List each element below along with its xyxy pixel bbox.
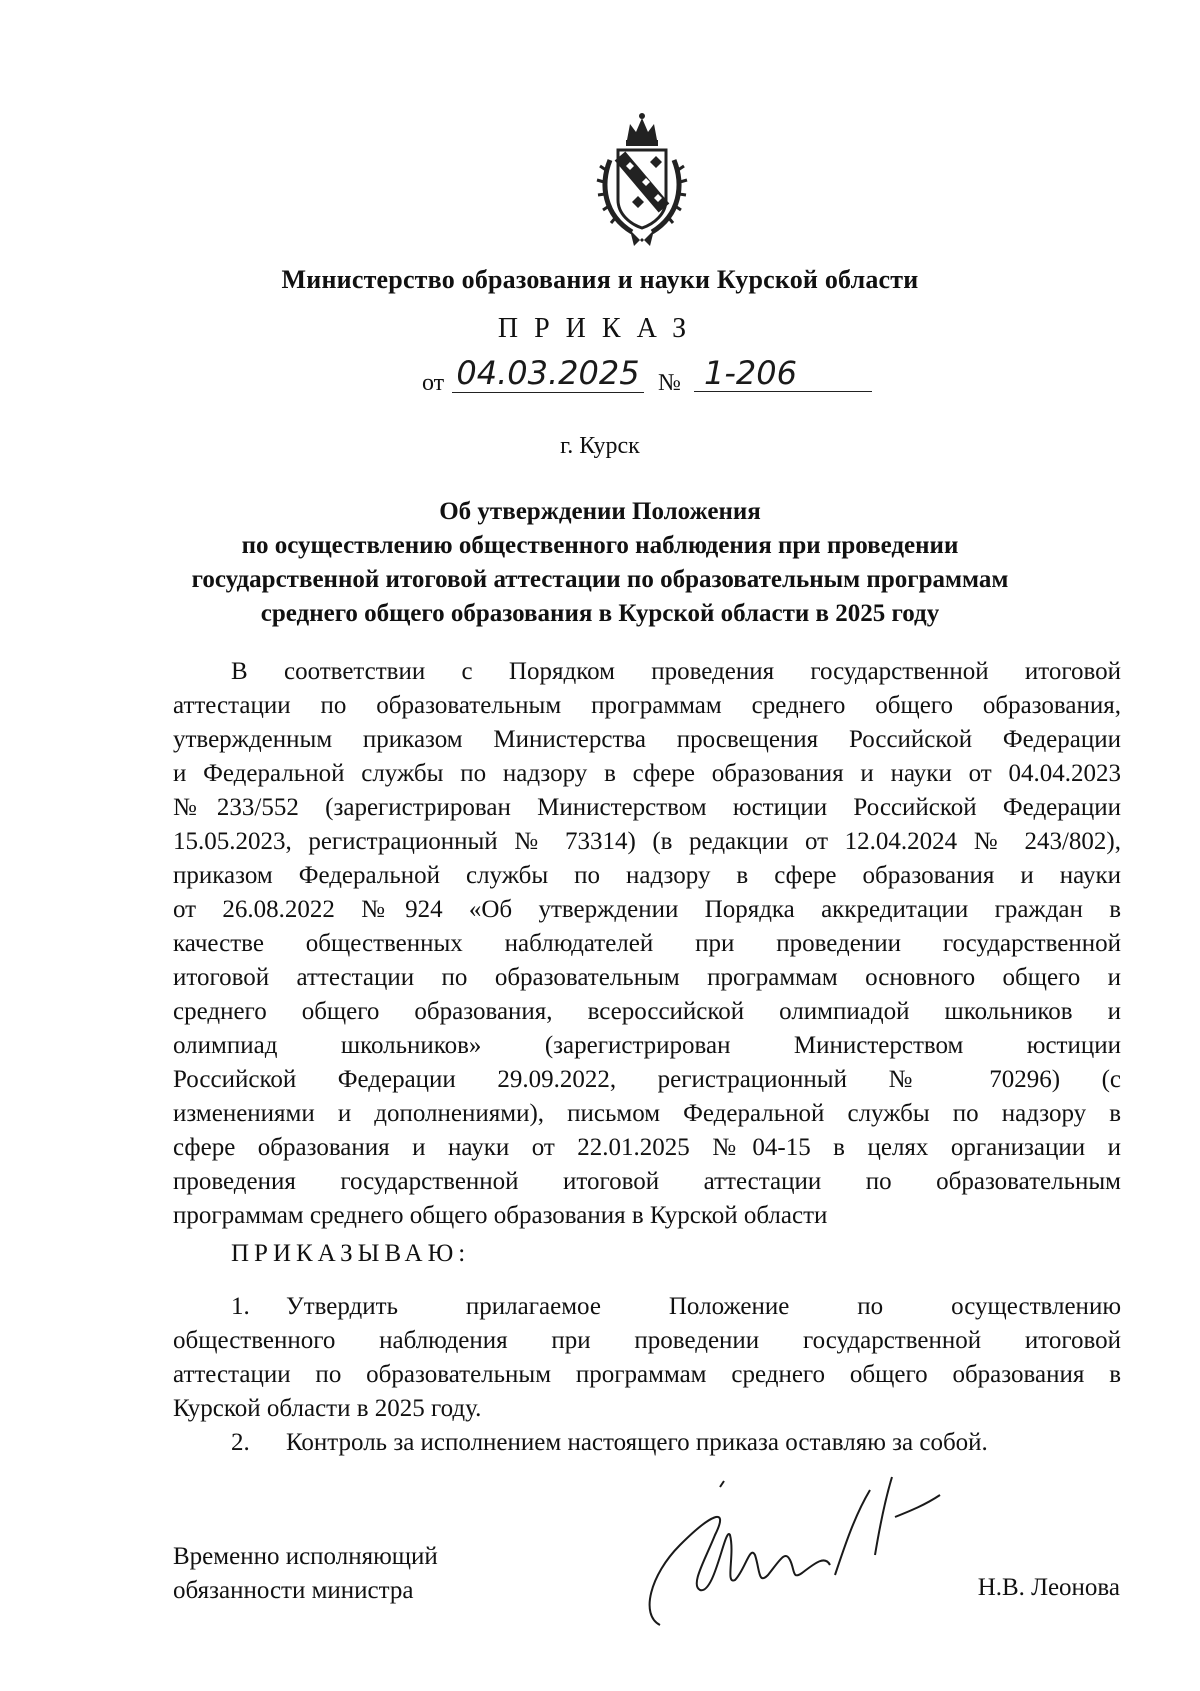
item-1-line: Курской области в 2025 году.: [173, 1395, 482, 1422]
order-subject: [150, 495, 1050, 631]
preamble-line: 15.05.2023, регистрационный № 73314) (в редакции от 12.04.2024 № 243/802),: [173, 828, 1121, 855]
preamble-line: среднего общего образования, всероссийской олимпиадой школьников и: [173, 998, 1121, 1025]
preamble-line: В соответствии с Порядком проведения государственной итоговой: [231, 658, 1121, 685]
preamble-line: приказом Федеральной службы по надзору в сфере образования и науки: [173, 862, 1121, 889]
preamble-line: олимпиад школьников» (зарегистрирован Министерством юстиции: [173, 1032, 1121, 1059]
preamble: [173, 655, 1121, 1233]
item-2-line: [173, 1426, 1121, 1460]
document-type: ПРИКАЗ: [497, 313, 703, 344]
subject-line: государственной итоговой аттестации по образовательным программам: [191, 566, 1009, 593]
item-text: Утвердить прилагаемое Положение по осуществлению: [286, 1293, 1121, 1320]
preamble-line: итоговой аттестации по образовательным программам основного общего и: [173, 964, 1121, 991]
preamble-line: изменениями и дополнениями), письмом Федеральной службы по надзору в: [173, 1100, 1121, 1127]
order-number: 1-206: [694, 354, 872, 392]
item-1-line: общественного наблюдения при проведении государственной итоговой: [173, 1327, 1121, 1354]
item-number: 2.: [231, 1429, 250, 1456]
order-date: 04.03.2025: [452, 354, 644, 393]
preamble-line: программам среднего общего образования в Курской области: [173, 1202, 828, 1229]
preamble-line: качестве общественных наблюдателей при проведении государственной: [173, 930, 1121, 957]
item-text: Контроль за исполнением настоящего приказа оставляю за собой.: [286, 1429, 988, 1456]
ministry-name: Министерство образования и науки Курской области: [281, 265, 919, 294]
preamble-line: проведения государственной итоговой аттестации по образовательным: [173, 1168, 1121, 1195]
preamble-line: №233/552 (зарегистрирован Министерством юстиции Российской Федерации: [173, 794, 1121, 821]
coat-of-arms-icon: [592, 110, 692, 250]
signer-position-line: Временно исполняющий: [173, 1543, 438, 1570]
order-items: [173, 1290, 1121, 1460]
city: г. Курск: [560, 433, 640, 459]
signer-position-line: обязанности министра: [173, 1577, 414, 1604]
subject-line: по осуществлению общественного наблюдения при проведении: [241, 532, 959, 559]
date-prefix: от: [422, 370, 445, 396]
preamble-line: утвержденным приказом Министерства просвещения Российской Федерации: [173, 726, 1121, 753]
signer-position: [173, 1540, 438, 1608]
preamble-line: Российской Федерации 29.09.2022, регистрационный № 70296) (с: [173, 1066, 1121, 1093]
preamble-line: сфере образования и науки от 22.01.2025 №04-15 в целях организации и: [173, 1134, 1121, 1161]
order-word: ПРИКАЗЫВАЮ:: [231, 1240, 471, 1267]
preamble-line: и Федеральной службы по надзору в сфере образования и науки от 04.04.2023: [173, 760, 1121, 787]
subject-line: Об утверждении Положения: [439, 498, 761, 525]
item-1-line: аттестации по образовательным программам среднего общего образования в: [173, 1361, 1121, 1388]
item-number: 1.: [231, 1293, 250, 1320]
handwritten-signature: [620, 1465, 960, 1640]
preamble-line: аттестации по образовательным программам среднего общего образования,: [173, 692, 1121, 719]
number-prefix: №: [658, 370, 681, 396]
preamble-line: от 26.08.2022 №924 «Об утверждении Порядка аккредитации граждан в: [173, 896, 1121, 923]
item-1-line: [173, 1290, 1121, 1324]
subject-line: среднего общего образования в Курской области в 2025 году: [260, 600, 940, 627]
signer-name: Н.В. Леонова: [977, 1574, 1120, 1601]
